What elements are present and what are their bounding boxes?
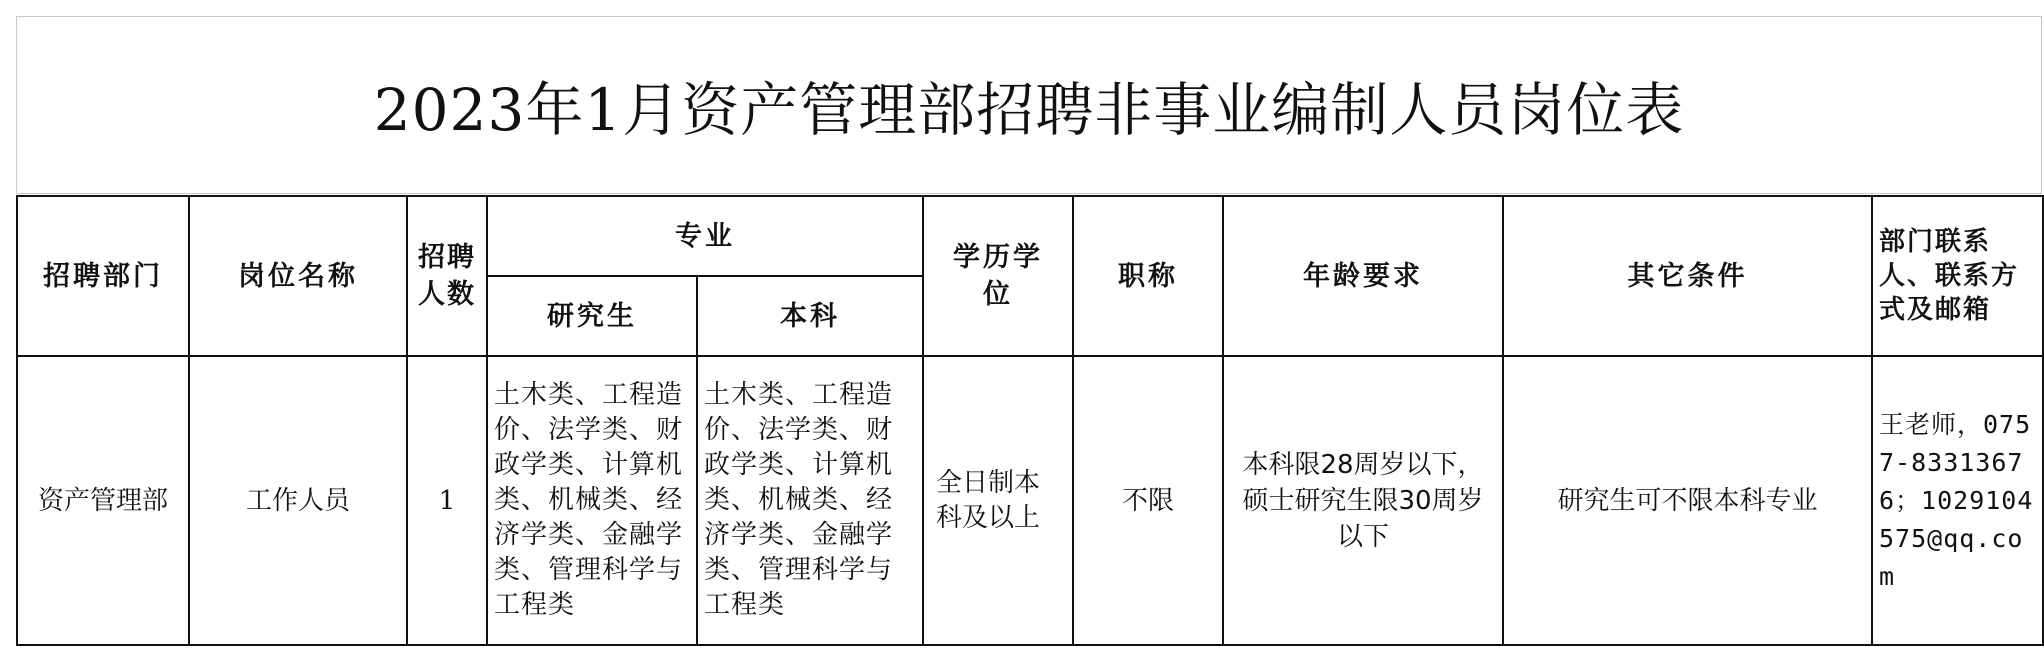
header-department: 招聘部门	[17, 196, 189, 356]
header-title-rank: 职称	[1073, 196, 1223, 356]
header-count: 招聘人数	[407, 196, 487, 356]
cell-count: 1	[407, 356, 487, 645]
cell-position: 工作人员	[189, 356, 407, 645]
cell-age: 本科限28周岁以下，硕士研究生限30周岁以下	[1223, 356, 1503, 645]
cell-title-rank: 不限	[1073, 356, 1223, 645]
header-position: 岗位名称	[189, 196, 407, 356]
header-row-1	[17, 196, 2043, 276]
header-other: 其它条件	[1503, 196, 1872, 356]
header-postgraduate: 研究生	[487, 276, 697, 356]
table-row	[17, 356, 2043, 645]
page-title: 2023年1月资产管理部招聘非事业编制人员岗位表	[373, 76, 1685, 144]
header-major: 专业	[487, 196, 923, 276]
title-cell	[16, 16, 2042, 194]
cell-contact: 王老师，0757-83313676；1029104575@qq.com	[1872, 356, 2043, 645]
cell-education: 全日制本科及以上	[923, 356, 1073, 645]
cell-postgraduate-major: 土木类、工程造价、法学类、财政学类、计算机类、机械类、经济学类、金融学类、管理科学与工程类	[487, 356, 697, 645]
header-age: 年龄要求	[1223, 196, 1503, 356]
cell-other: 研究生可不限本科专业	[1503, 356, 1872, 645]
header-education: 学历学位	[923, 196, 1073, 356]
job-table	[16, 195, 2044, 646]
cell-undergraduate-major: 土木类、工程造价、法学类、财政学类、计算机类、机械类、经济学类、金融学类、管理科学与工程类	[697, 356, 923, 645]
header-undergraduate: 本科	[697, 276, 923, 356]
header-contact: 部门联系人、联系方式及邮箱	[1872, 196, 2043, 356]
cell-department: 资产管理部	[17, 356, 189, 645]
